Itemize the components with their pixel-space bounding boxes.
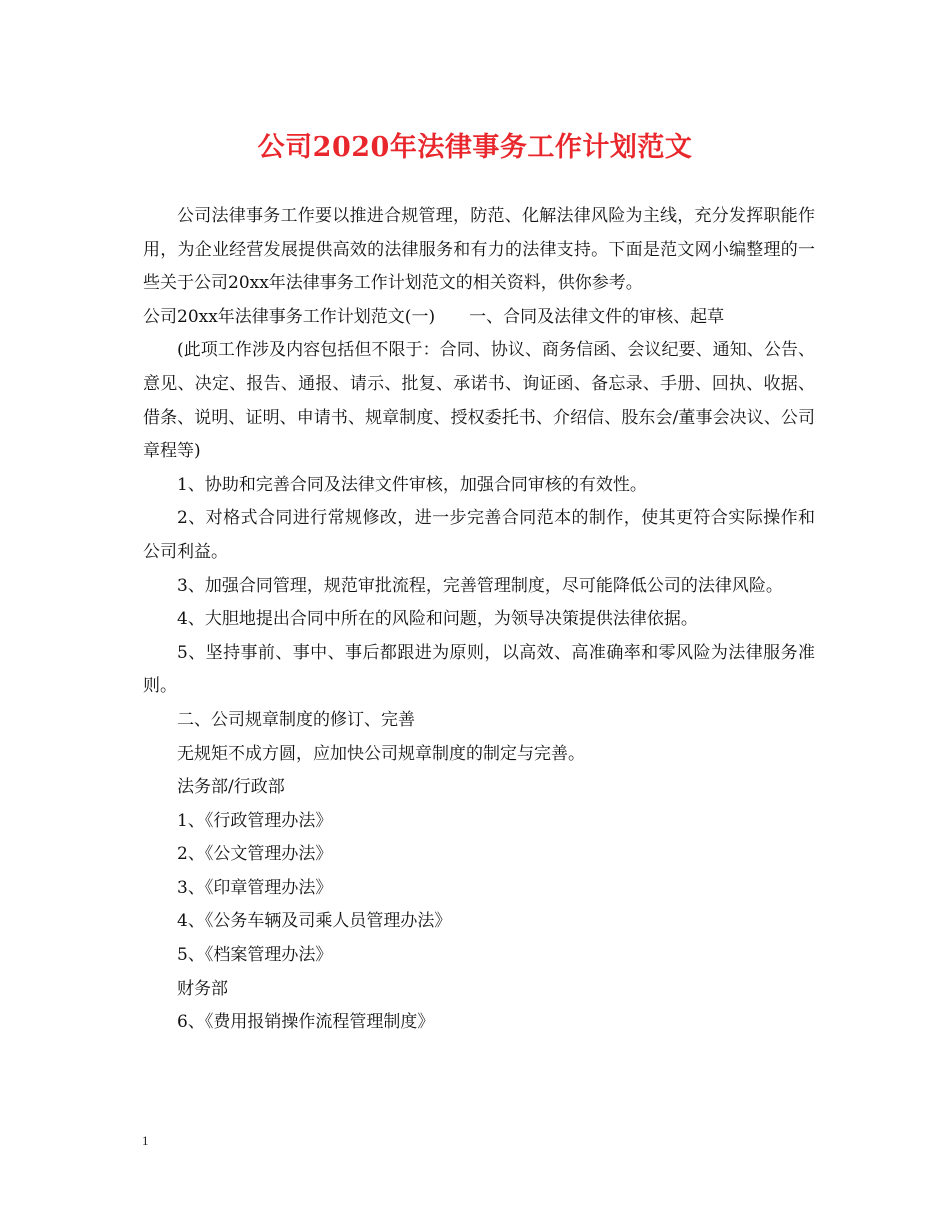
paragraph: 无规矩不成方圆，应加快公司规章制度的制定与完善。 xyxy=(177,743,585,764)
paragraph: 3、《印章管理办法》 xyxy=(177,877,333,898)
document-title: 公司2020年法律事务工作计划范文 xyxy=(257,132,693,163)
paragraph: 3、加强合同管理，规范审批流程，完善管理制度，尽可能降低公司的法律风险。 xyxy=(177,575,783,596)
paragraph: 二、公司规章制度的修订、完善 xyxy=(177,709,415,730)
paragraph: 法务部/行政部 xyxy=(177,777,285,798)
paragraph: 1、《行政管理办法》 xyxy=(177,810,333,831)
paragraph: 4、大胆地提出合同中所在的风险和问题，为领导决策提供法律依据。 xyxy=(177,609,698,630)
paragraph: 公司法律事务工作要以推进合规管理，防范、化解法律风险为主线，充分发挥职能作用，为企业经营发展提供高效的法律服务和有力的法律支持。下面是范文网小编整理的一些关于公司20xx年法律事务工作计划范文的相关资料，供你参考。 xyxy=(143,206,815,294)
paragraph: 1、协助和完善合同及法律文件审核，加强合同审核的有效性。 xyxy=(177,474,647,495)
paragraph: 财务部 xyxy=(177,978,228,999)
paragraph: (此项工作涉及内容包括但不限于：合同、协议、商务信函、会议纪要、通知、公告、意见、决定、报告、通报、请示、批复、承诺书、询证函、备忘录、手册、回执、收据、借条、说明、证明、申请书、规章制度、授权委托书、介绍信、股东会/董事会决议、公司章程等) xyxy=(143,340,815,462)
document-body xyxy=(143,200,815,1040)
paragraph: 2、对格式合同进行常规修改，进一步完善合同范本的制作，使其更符合实际操作和公司利益。 xyxy=(143,508,815,562)
paragraph: 4、《公务车辆及司乘人员管理办法》 xyxy=(177,911,452,932)
paragraph: 5、《档案管理办法》 xyxy=(177,945,333,966)
paragraph: 2、《公文管理办法》 xyxy=(177,844,333,865)
page-number: 1 xyxy=(142,1133,149,1148)
paragraph: 5、坚持事前、事中、事后都跟进为原则，以高效、高准确率和零风险为法律服务准则。 xyxy=(143,642,815,697)
paragraph: 公司20xx年法律事务工作计划范文(一) 一、合同及法律文件的审核、起草 xyxy=(143,306,725,327)
paragraph: 6、《费用报销操作流程管理制度》 xyxy=(177,1012,435,1033)
